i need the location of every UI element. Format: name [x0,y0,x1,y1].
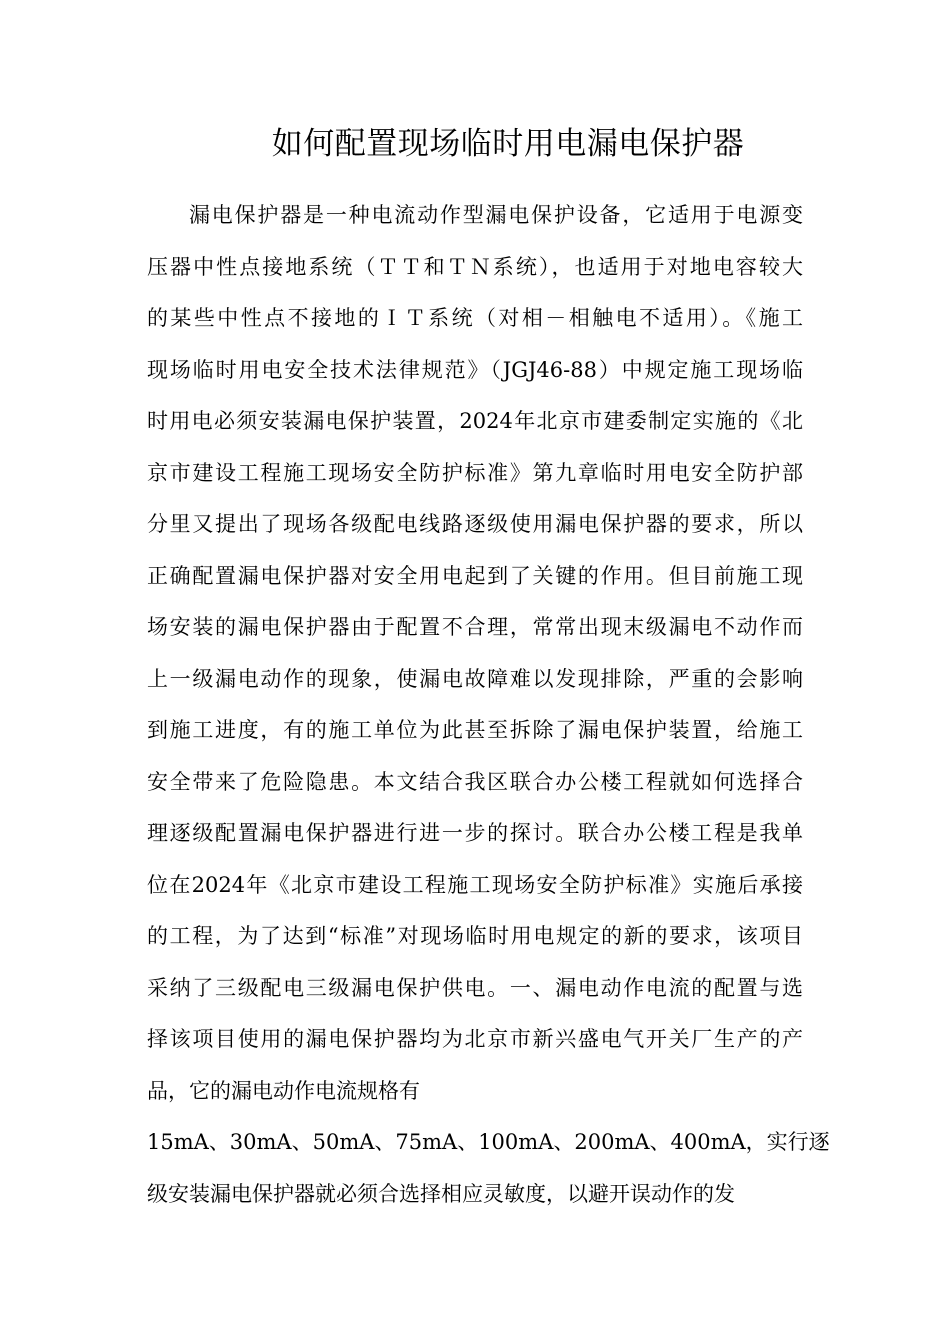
text-line: 场安装的漏电保护器由于配置不合理，常常出现末级漏电不动作而 [147,615,803,639]
text-line: 级安装漏电保护器就必须合选择相应灵敏度，以避开误动作的发 [147,1181,735,1206]
text-line: 上一级漏电动作的现象，使漏电故障难以发现排除，严重的会影响 [147,666,803,691]
text-line: 采纳了三级配电三级漏电保护供电。一、漏电动作电流的配置与选 [147,975,803,1000]
text-line: 15mA、30mA、50mA、75mA、100mA、200mA、400mA，实行逐 [147,1130,830,1154]
text-line: 现场临时用电安全技术法律规范》（JGJ46-88）中规定施工现场临 [147,357,803,382]
text-line: 正确配置漏电保护器对安全用电起到了关键的作用。但目前施工现 [147,563,803,588]
text-line: 安全带来了危险隐患。本文结合我区联合办公楼工程就如何选择合 [147,769,803,794]
document-body [147,190,830,1220]
text-line: 京市建设工程施工现场安全防护标准》第九章临时用电安全防护部 [147,460,803,485]
text-line: 品，它的漏电动作电流规格有 [147,1078,420,1103]
document-title: 如何配置现场临时用电漏电保护器 [271,126,745,162]
text-line: 位在2024年《北京市建设工程施工现场安全防护标准》实施后承接 [147,872,803,897]
text-line: 到施工进度，有的施工单位为此甚至拆除了漏电保护装置，给施工 [147,718,803,742]
text-line: 的工程，为了达到“标准”对现场临时用电规定的新的要求，该项目 [147,924,803,948]
text-line: 的某些中性点不接地的ＩＴ系统（对相－相触电不适用）。《施工 [147,306,803,330]
text-line: 择该项目使用的漏电保护器均为北京市新兴盛电气开关厂生产的产 [147,1027,803,1051]
text-line: 压器中性点接地系统（ＴＴ和ＴＮ系统），也适用于对地电容较大 [147,254,803,279]
text-line: 理逐级配置漏电保护器进行进一步的探讨。联合办公楼工程是我单 [147,821,803,845]
text-line: 分里又提出了现场各级配电线路逐级使用漏电保护器的要求，所以 [147,512,803,536]
text-line: 时用电必须安装漏电保护装置，2024年北京市建委制定实施的《北 [147,409,803,433]
text-line: 漏电保护器是一种电流动作型漏电保护设备，它适用于电源变 [189,203,803,227]
